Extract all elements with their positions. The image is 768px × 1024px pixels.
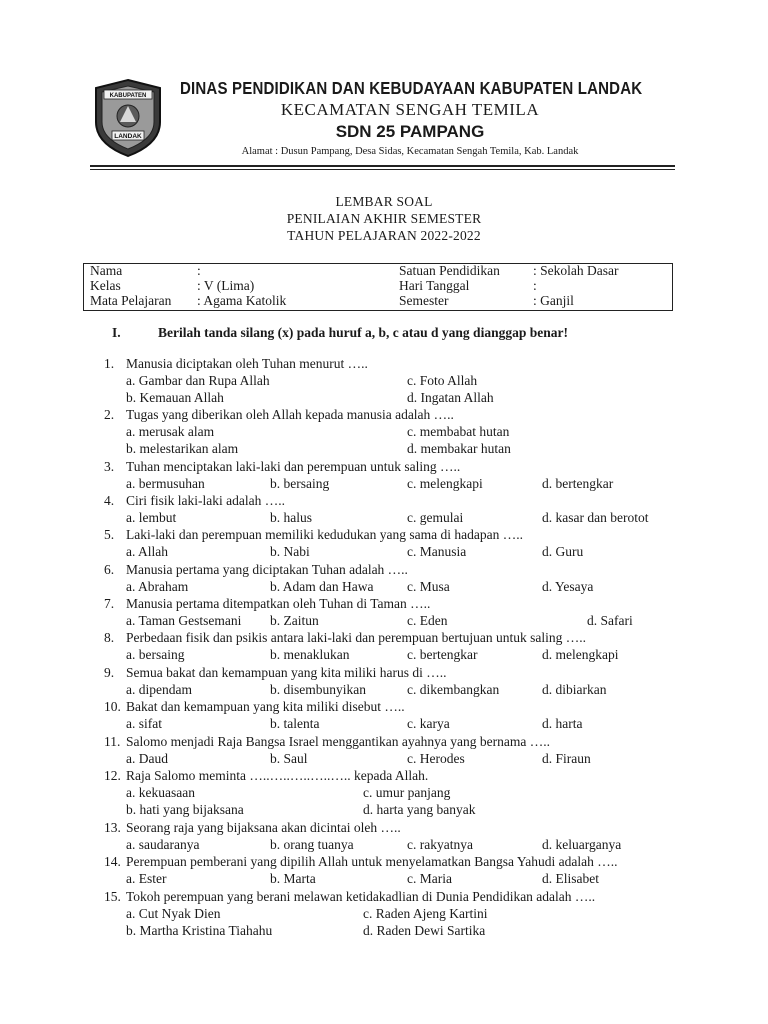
question-number: 12. — [104, 768, 121, 783]
agency-name: DINAS PENDIDIKAN DAN KEBUDAYAAN KABUPATEN LANDAK — [180, 78, 643, 98]
question-text: Tuhan menciptakan laki-laki dan perempuan untuk saling ….. — [126, 459, 461, 474]
question-number: 1. — [104, 356, 115, 371]
kelas-label: Kelas — [90, 278, 121, 293]
question-text: Bakat dan kemampuan yang kita miliki disebut ….. — [126, 699, 405, 714]
option-c[interactable]: c. karya — [407, 716, 450, 731]
option-a[interactable]: a. bersaing — [126, 647, 185, 662]
question-number: 10. — [104, 699, 121, 714]
option-d[interactable]: d. Elisabet — [542, 871, 599, 886]
question-text: Manusia diciptakan oleh Tuhan menurut ….. — [126, 356, 368, 371]
option-d[interactable]: d. kasar dan berotot — [542, 510, 649, 525]
option-b[interactable]: b. Zaitun — [270, 613, 319, 628]
option-d[interactable]: d. membakar hutan — [407, 441, 511, 456]
option-d[interactable]: d. harta — [542, 716, 583, 731]
option-d[interactable]: d. keluarganya — [542, 837, 622, 852]
option-a[interactable]: a. Ester — [126, 871, 167, 886]
option-d[interactable]: d. Safari — [587, 613, 633, 628]
option-a[interactable]: a. Taman Gestsemani — [126, 613, 242, 628]
question-number: 13. — [104, 820, 121, 835]
question-text: Perbedaan fisik dan psikis antara laki-laki dan perempuan bertujuan untuk saling ….. — [126, 630, 586, 645]
question-text: Semua bakat dan kemampuan yang kita miliki harus di ….. — [126, 665, 447, 680]
hari-field[interactable]: : — [533, 278, 537, 293]
option-b[interactable]: b. Kemauan Allah — [126, 390, 224, 405]
school-address: Alamat : Dusun Pampang, Desa Sidas, Kecamatan Sengah Temila, Kab. Landak — [241, 146, 579, 157]
question-number: 3. — [104, 459, 115, 474]
option-a[interactable]: a. dipendam — [126, 682, 192, 697]
kabupaten-landak-logo — [92, 78, 164, 158]
question-number: 14. — [104, 854, 121, 869]
kelas-value: : V (Lima) — [197, 278, 255, 293]
header-rule-thick — [90, 165, 675, 167]
option-a[interactable]: a. merusak alam — [126, 424, 215, 439]
option-c[interactable]: c. bertengkar — [407, 647, 478, 662]
question-text: Manusia pertama ditempatkan oleh Tuhan di Taman ….. — [126, 596, 431, 611]
option-c[interactable]: c. Manusia — [407, 544, 467, 559]
option-c[interactable]: c. Musa — [407, 579, 450, 594]
question-number: 9. — [104, 665, 115, 680]
option-c[interactable]: c. Foto Allah — [407, 373, 478, 388]
section-instruction: Berilah tanda silang (x) pada huruf a, b, c atau d yang dianggap benar! — [158, 325, 568, 340]
question-number: 2. — [104, 407, 115, 422]
option-a[interactable]: a. lembut — [126, 510, 177, 525]
question-text: Seorang raja yang bijaksana akan dicintai oleh ….. — [126, 820, 401, 835]
logo-bottom-text: LANDAK — [114, 133, 142, 140]
option-a[interactable]: a. kekuasaan — [126, 785, 195, 800]
question-text: Salomo menjadi Raja Bangsa Israel menggantikan ayahnya yang bernama ….. — [126, 734, 550, 749]
header-rule-thin — [90, 169, 675, 170]
option-c[interactable]: c. dikembangkan — [407, 682, 500, 697]
option-a[interactable]: a. Daud — [126, 751, 168, 766]
option-c[interactable]: c. Raden Ajeng Kartini — [363, 906, 488, 921]
question-number: 6. — [104, 562, 115, 577]
satuan-label: Satuan Pendidikan — [399, 263, 500, 278]
question-text: Raja Salomo meminta …..…..…..…..….. kepada Allah. — [126, 768, 429, 783]
satuan-value: : Sekolah Dasar — [533, 263, 619, 278]
question-text: Tugas yang diberikan oleh Allah kepada manusia adalah ….. — [126, 407, 454, 422]
question-text: Laki-laki dan perempuan memiliki kedudukan yang sama di hadapan ….. — [126, 527, 524, 542]
option-d[interactable]: d. Raden Dewi Sartika — [363, 923, 486, 938]
option-a[interactable]: a. Abraham — [126, 579, 189, 594]
semester-value: : Ganjil — [533, 293, 574, 308]
question-number: 7. — [104, 596, 115, 611]
sheet-title: LEMBAR SOAL — [335, 194, 433, 209]
option-d[interactable]: d. harta yang banyak — [363, 802, 476, 817]
option-d[interactable]: d. dibiarkan — [542, 682, 607, 697]
mapel-label: Mata Pelajaran — [90, 293, 172, 308]
option-d[interactable]: d. Firaun — [542, 751, 591, 766]
option-a[interactable]: a. saudaranya — [126, 837, 200, 852]
option-b[interactable]: b. Adam dan Hawa — [270, 579, 374, 594]
district-name: KECAMATAN SENGAH TEMILA — [280, 100, 540, 119]
option-b[interactable]: b. halus — [270, 510, 312, 525]
hari-label: Hari Tanggal — [399, 278, 470, 293]
logo-top-text: KABUPATEN — [109, 93, 147, 99]
option-b[interactable]: b. bersaing — [270, 476, 330, 491]
option-c[interactable]: c. membabat hutan — [407, 424, 510, 439]
option-b[interactable]: b. orang tuanya — [270, 837, 354, 852]
option-b[interactable]: b. menaklukan — [270, 647, 350, 662]
question-text: Ciri fisik laki-laki adalah ….. — [126, 493, 285, 508]
academic-year: TAHUN PELAJARAN 2022-2022 — [287, 228, 481, 243]
option-a[interactable]: a. Cut Nyak Dien — [126, 906, 221, 921]
section-number: I. — [112, 325, 121, 340]
option-d[interactable]: d. bertengkar — [542, 476, 614, 491]
option-b[interactable]: b. Martha Kristina Tiahahu — [126, 923, 273, 938]
school-name: SDN 25 PAMPANG — [335, 122, 485, 141]
option-b[interactable]: b. talenta — [270, 716, 320, 731]
option-d[interactable]: d. Ingatan Allah — [407, 390, 494, 405]
question-number: 11. — [104, 734, 121, 749]
option-b[interactable]: b. Nabi — [270, 544, 310, 559]
option-c[interactable]: c. Maria — [407, 871, 452, 886]
mapel-value: : Agama Katolik — [197, 293, 287, 308]
option-c[interactable]: c. umur panjang — [363, 785, 451, 800]
option-c[interactable]: c. Herodes — [407, 751, 465, 766]
nama-field[interactable]: : — [197, 263, 201, 278]
question-number: 5. — [104, 527, 115, 542]
option-b[interactable]: b. Marta — [270, 871, 316, 886]
question-number: 8. — [104, 630, 115, 645]
option-b[interactable]: b. hati yang bijaksana — [126, 802, 244, 817]
option-a[interactable]: a. sifat — [126, 716, 162, 731]
exam-title: PENILAIAN AKHIR SEMESTER — [286, 211, 482, 226]
option-c[interactable]: c. Eden — [407, 613, 448, 628]
question-number: 4. — [104, 493, 115, 508]
option-b[interactable]: b. melestarikan alam — [126, 441, 239, 456]
question-number: 15. — [104, 889, 121, 904]
option-c[interactable]: c. gemulai — [407, 510, 464, 525]
option-d[interactable]: d. melengkapi — [542, 647, 619, 662]
option-d[interactable]: d. Yesaya — [542, 579, 594, 594]
question-text: Perempuan pemberani yang dipilih Allah untuk menyelamatkan Bangsa Yahudi adalah ….. — [126, 854, 618, 869]
semester-label: Semester — [399, 293, 449, 308]
option-c[interactable]: c. melengkapi — [407, 476, 483, 491]
option-b[interactable]: b. Saul — [270, 751, 308, 766]
option-a[interactable]: a. bermusuhan — [126, 476, 205, 491]
option-c[interactable]: c. rakyatnya — [407, 837, 473, 852]
question-text: Tokoh perempuan yang berani melawan ketidakadlian di Dunia Pendidikan adalah ….. — [126, 889, 596, 904]
option-d[interactable]: d. Guru — [542, 544, 584, 559]
question-text: Manusia pertama yang diciptakan Tuhan adalah ….. — [126, 562, 408, 577]
option-b[interactable]: b. disembunyikan — [270, 682, 366, 697]
nama-label: Nama — [90, 263, 123, 278]
option-a[interactable]: a. Allah — [126, 544, 168, 559]
option-a[interactable]: a. Gambar dan Rupa Allah — [126, 373, 270, 388]
